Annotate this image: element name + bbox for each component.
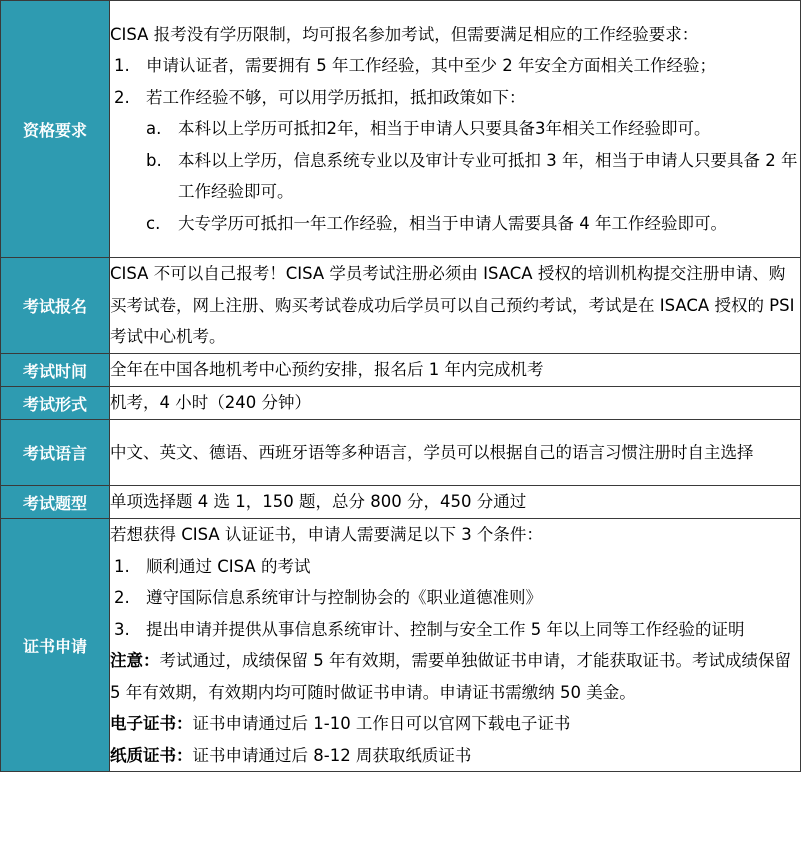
sub-list-item (110, 145, 800, 208)
content-format: 机考，4 小时（240 分钟） (110, 387, 801, 420)
sub-list-item (110, 208, 800, 240)
item-number: 3. (114, 619, 130, 639)
label-time: 考试时间 (1, 354, 110, 387)
sub-item-letter: b. (146, 150, 162, 170)
item-number: 1. (114, 556, 130, 576)
label-eligibility: 资格要求 (1, 1, 110, 258)
note-label: 注意： (110, 651, 160, 670)
sub-item-text: 本科以上学历可抵扣2年，相当于申请人只要具备3年相关工作经验即可。 (178, 119, 711, 139)
item-number: 2. (114, 87, 130, 107)
row-format (1, 387, 801, 420)
item-text: 若工作经验不够，可以用学历抵扣，抵扣政策如下： (146, 87, 526, 107)
label-certificate: 证书申请 (1, 519, 110, 772)
e-certificate-line (110, 708, 800, 740)
paper-certificate-label: 纸质证书： (110, 745, 193, 765)
label-registration: 考试报名 (1, 258, 110, 354)
content-registration: CISA 不可以自己报考！CISA 学员考试注册必须由 ISACA 授权的培训机构提交注册申请、购买考试卷，网上注册、购买考试卷成功后学员可以自己预约考试，考试是在 ISACA 授权的 PSI 考试中心机考。 (110, 258, 801, 354)
sub-item-text: 本科以上学历，信息系统专业以及审计专业可抵扣 3 年，相当于申请人只要具备 2 年工作经验即可。 (178, 150, 798, 202)
content-certificate (110, 519, 801, 772)
list-item (110, 50, 800, 82)
content-eligibility (110, 1, 801, 258)
content-questions: 单项选择题 4 选 1，150 题，总分 800 分，450 分通过 (110, 486, 801, 519)
e-certificate-text: 证书申请通过后 1-10 工作日可以官网下载电子证书 (192, 714, 571, 733)
row-eligibility (1, 1, 801, 258)
list-item (110, 82, 800, 114)
sub-item-text: 大专学历可抵扣一年工作经验，相当于申请人需要具备 4 年工作经验即可。 (178, 213, 727, 233)
item-text: 遵守国际信息系统审计与控制协会的《职业道德准则》 (146, 588, 542, 607)
label-format: 考试形式 (1, 387, 110, 420)
paper-certificate-line (110, 740, 800, 772)
row-registration (1, 258, 801, 354)
item-text: 提出申请并提供从事信息系统审计、控制与安全工作 5 年以上同等工作经验的证明 (146, 619, 745, 639)
sub-item-letter: c. (146, 213, 161, 233)
row-certificate (1, 519, 801, 772)
certificate-intro: 若想获得 CISA 认证证书，申请人需要满足以下 3 个条件： (110, 525, 543, 544)
content-time: 全年在中国各地机考中心预约安排，报名后 1 年内完成机考 (110, 354, 801, 387)
list-item (110, 614, 800, 646)
item-text: 顺利通过 CISA 的考试 (146, 556, 311, 576)
content-language: 中文、英文、德语、西班牙语等多种语言，学员可以根据自己的语言习惯注册时自主选择 (110, 420, 801, 486)
row-language (1, 420, 801, 486)
e-certificate-label: 电子证书： (110, 714, 193, 733)
item-text: 申请认证者，需要拥有 5 年工作经验，其中至少 2 年安全方面相关工作经验； (146, 56, 716, 76)
item-number: 2. (114, 588, 130, 607)
row-questions (1, 486, 801, 519)
sub-list-item (110, 113, 800, 145)
sub-item-letter: a. (146, 119, 162, 139)
list-item (110, 582, 800, 614)
certificate-note (110, 645, 800, 708)
label-questions: 考试题型 (1, 486, 110, 519)
item-number: 1. (114, 56, 130, 76)
list-item (110, 551, 800, 583)
note-text: 考试通过，成绩保留 5 年有效期，需要单独做证书申请，才能获取证书。考试成绩保留 5 年有效期，有效期内均可随时做证书申请。申请证书需缴纳 50 美金。 (110, 651, 791, 702)
eligibility-intro: CISA 报考没有学历限制，均可报名参加考试，但需要满足相应的工作经验要求： (110, 24, 699, 44)
row-time (1, 354, 801, 387)
paper-certificate-text: 证书申请通过后 8-12 周获取纸质证书 (192, 745, 472, 765)
label-language: 考试语言 (1, 420, 110, 486)
